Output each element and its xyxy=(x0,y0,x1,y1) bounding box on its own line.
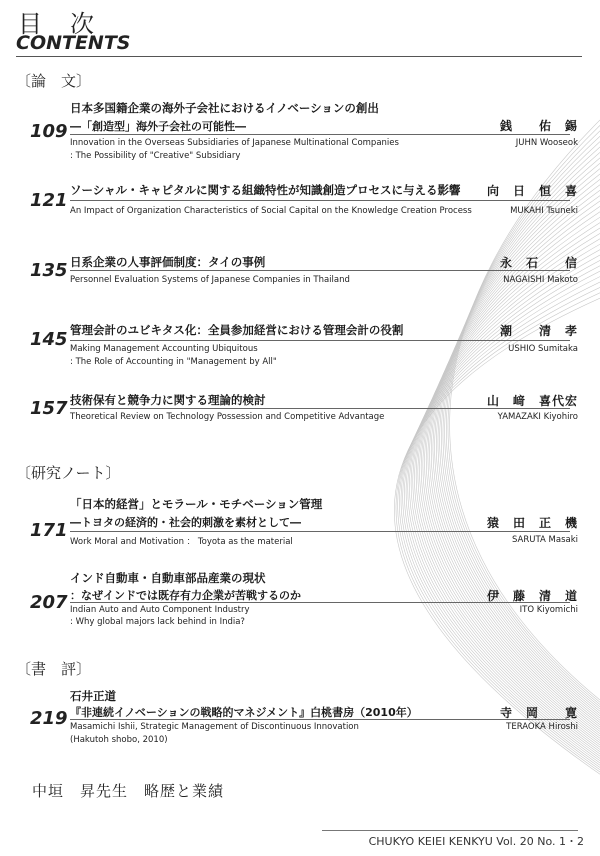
decorative-curve xyxy=(440,152,600,713)
entry-title-en: An Impact of Organization Characteristics of Social Capital on the Knowledge Creation Process xyxy=(70,206,472,216)
entry-divider xyxy=(70,340,570,341)
footer-rule xyxy=(322,830,578,831)
section-heading-ronbun: 〔論 文〕 xyxy=(16,72,92,90)
entry-author-jp: 向 日 恒 喜 xyxy=(486,184,578,198)
entry-author-en: SARUTA Masaki xyxy=(511,535,578,545)
entry-divider xyxy=(70,602,570,603)
entry-title-en: : Why global majors lack behind in India? xyxy=(70,617,245,627)
entry-author-en: NAGAISHI Makoto xyxy=(503,275,578,285)
entry-title-en: : The Role of Accounting in "Management by All" xyxy=(70,357,277,367)
page-title-jp: 目 次 xyxy=(18,10,96,38)
entry-author-jp: 山 﨑 喜代宏 xyxy=(486,394,578,408)
entry-author-en: ITO Kiyomichi xyxy=(519,605,578,615)
entry-divider xyxy=(70,719,570,720)
entry-author-jp: 永 石 信 xyxy=(499,256,578,270)
entry-subtitle-jp: ―「創造型」海外子会社の可能性― xyxy=(70,120,246,133)
entry-divider xyxy=(70,270,570,271)
entry-page-number: 207 xyxy=(30,592,68,613)
section-heading-kenkyu-note: 〔研究ノート〕 xyxy=(16,464,121,482)
entry-author-jp: 伊 藤 清 道 xyxy=(486,589,578,603)
entry-page-number: 109 xyxy=(30,121,68,142)
entry-title-en: Making Management Accounting Ubiquitous xyxy=(70,344,258,354)
entry-page-number: 171 xyxy=(30,520,68,541)
entry-divider xyxy=(70,408,570,409)
entry-author-jp: 寺 岡 寛 xyxy=(499,706,578,720)
entry-page-number: 157 xyxy=(30,398,68,419)
entry-divider xyxy=(70,200,570,201)
entry-title-en: : The Possibility of "Creative" Subsidiary xyxy=(70,151,241,161)
entry-title-jp: 管理会計のユビキタス化：全員参加経営における管理会計の役割 xyxy=(70,323,404,337)
entry-reviewed-author: 石井正道 xyxy=(70,689,116,703)
tribute-heading: 中垣 昇先生 略歴と業績 xyxy=(32,782,225,800)
entry-title-en: Theoretical Review on Technology Possession and Competitive Advantage xyxy=(70,412,385,422)
entry-title-en: Indian Auto and Auto Component Industry xyxy=(70,605,250,615)
entry-title-jp: 「日本的経営」とモラール・モチベーション管理 xyxy=(70,497,323,511)
entry-author-en: USHIO Sumitaka xyxy=(508,344,578,354)
entry-title-jp: 技術保有と競争力に関する理論的検討 xyxy=(70,393,266,407)
entry-divider xyxy=(70,134,570,135)
decorative-curve xyxy=(413,239,600,750)
entry-title-jp: 日本多国籍企業の海外子会社におけるイノベーションの創出 xyxy=(70,101,379,115)
entry-title-jp: 日系企業の人事評価制度：タイの事例 xyxy=(70,255,266,269)
entry-author-jp: 銭 佑 錫 xyxy=(499,119,578,133)
entry-author-en: MUKAHI Tsuneki xyxy=(510,206,578,216)
entry-page-number: 121 xyxy=(30,190,68,211)
entry-title-en: (Hakutoh shobo, 2010) xyxy=(70,735,168,745)
entry-title-en: Personnel Evaluation Systems of Japanese Companies in Thailand xyxy=(70,275,350,285)
entry-author-en: JUHN Wooseok xyxy=(515,138,578,148)
entry-page-number: 145 xyxy=(30,329,68,350)
entry-author-jp: 潮 清 孝 xyxy=(499,324,578,338)
entry-page-number: 135 xyxy=(30,260,68,281)
entry-subtitle-jp: ：なぜインドでは既存有力企業が苦戦するのか xyxy=(70,589,301,602)
entry-divider xyxy=(70,531,570,532)
entry-subtitle-jp: ―トヨタの経済的・社会的刺激を素材として― xyxy=(70,516,301,529)
entry-subtitle-jp: 『非連続イノベーションの戦略的マネジメント』白桃書房（2010年） xyxy=(70,706,418,719)
entry-title-jp: インド自動車・自動車部品産業の現状 xyxy=(70,571,266,585)
decorative-curve xyxy=(441,147,600,711)
entry-page-number: 219 xyxy=(30,708,68,729)
entry-title-jp: ソーシャル・キャピタルに関する組織特性が知識創造プロセスに与える影響 xyxy=(70,183,461,197)
entry-author-en: TERAOKA Hiroshi xyxy=(506,722,578,732)
entry-title-en: Innovation in the Overseas Subsidiaries of Japanese Multinational Companies xyxy=(70,138,399,148)
section-heading-shohyo: 〔書 評〕 xyxy=(16,660,92,678)
page-title-en: CONTENTS xyxy=(16,32,131,54)
entry-title-en: Masamichi Ishii, Strategic Management of Discontinuous Innovation xyxy=(70,722,359,732)
title-rule xyxy=(16,56,582,57)
entry-title-en: Work Moral and Motivation ： Toyota as the material xyxy=(70,537,293,547)
entry-author-jp: 猿 田 正 機 xyxy=(486,516,578,530)
journal-footer: CHUKYO KEIEI KENKYU Vol. 20 No. 1・2 xyxy=(368,835,584,848)
entry-author-en: YAMAZAKI Kiyohiro xyxy=(497,412,578,422)
